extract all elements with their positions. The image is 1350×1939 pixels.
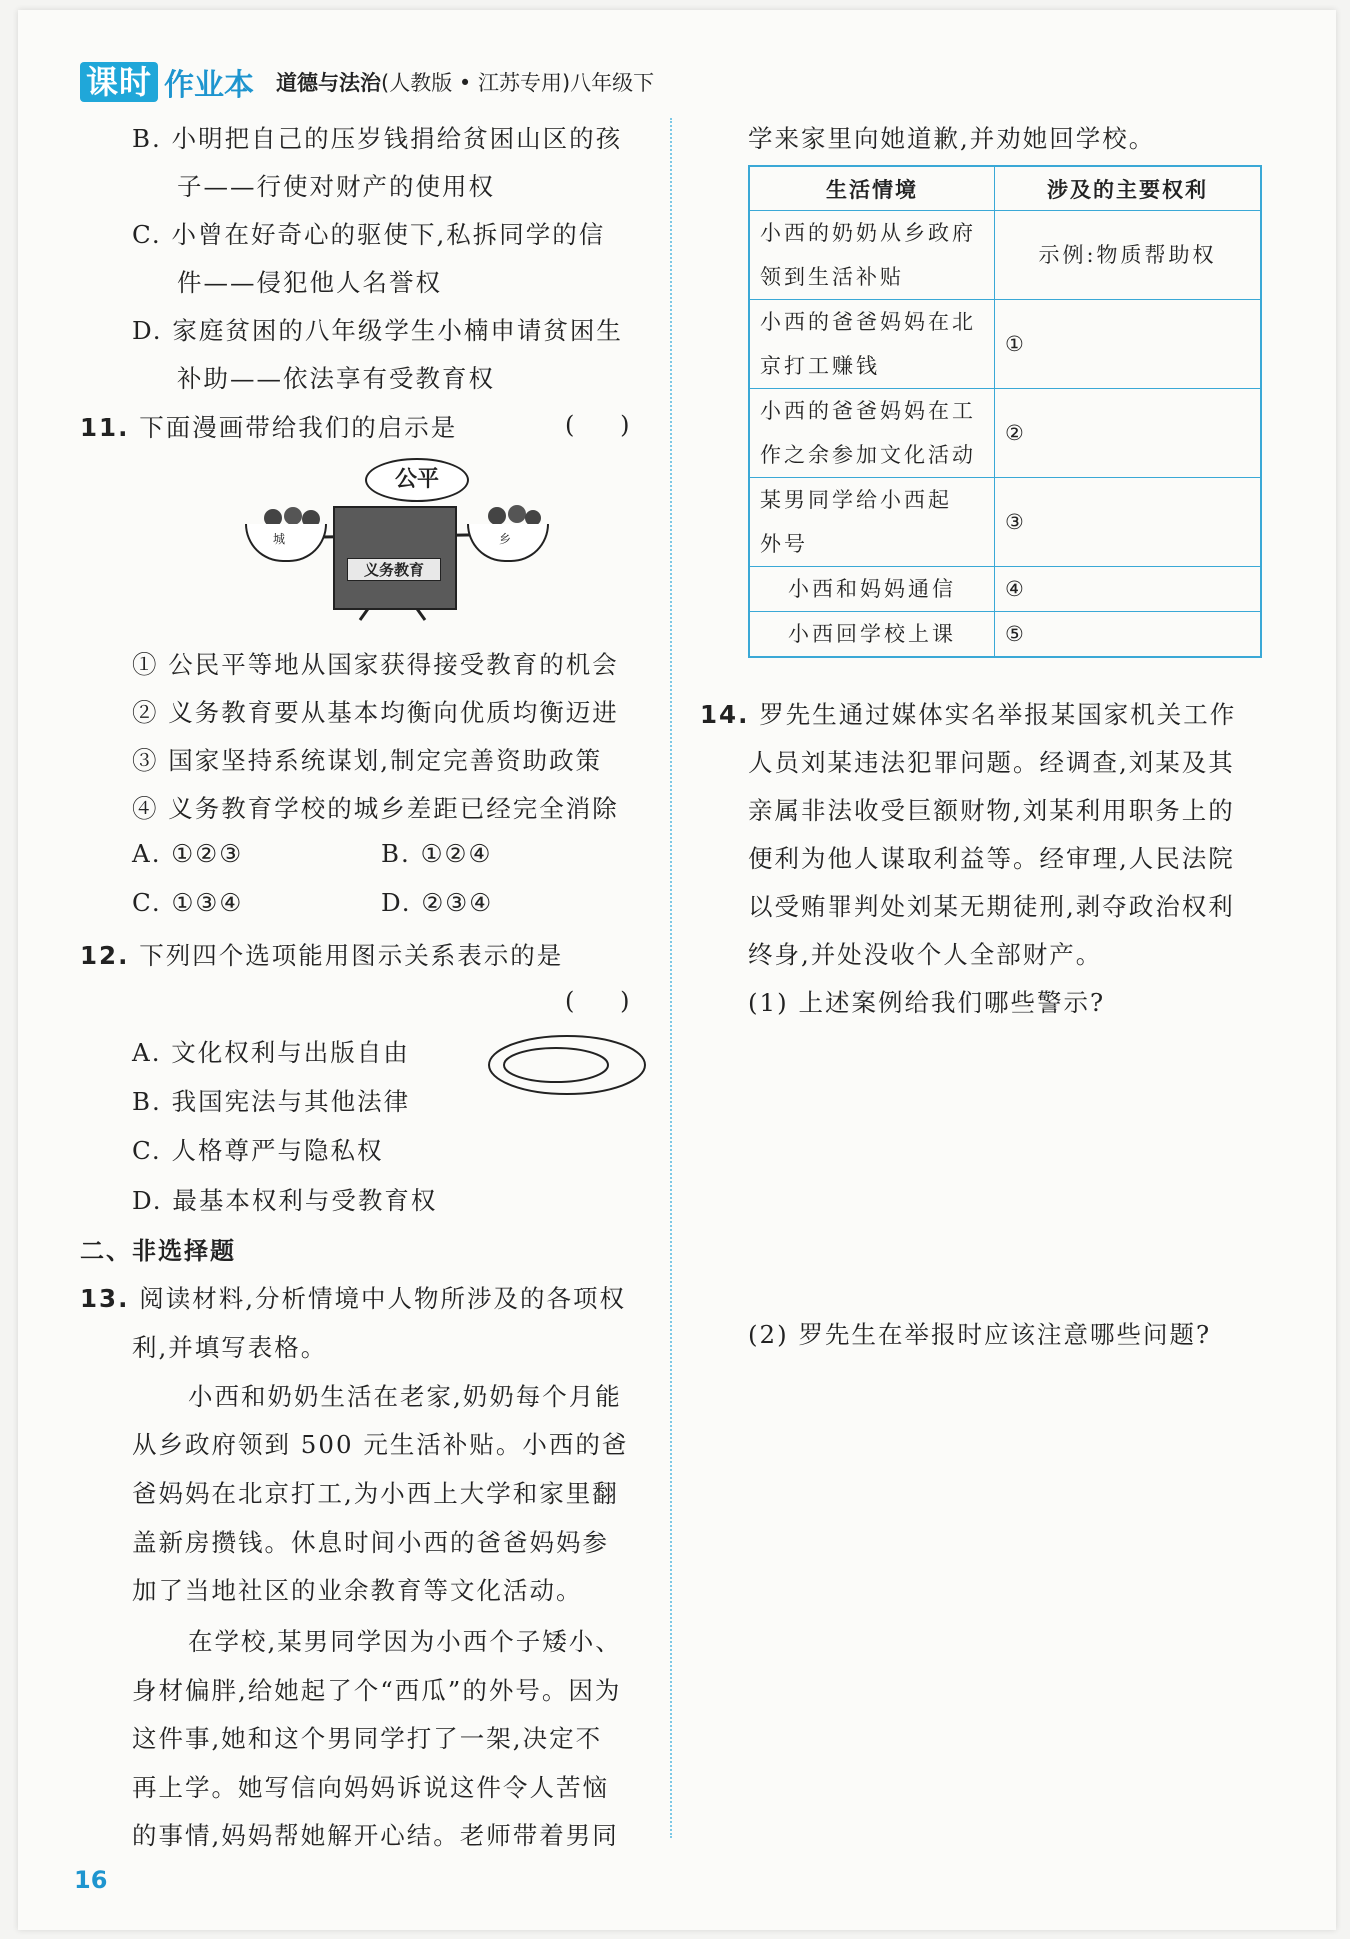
page-header: [80, 62, 654, 102]
situation-line: 领到生活补贴: [760, 265, 904, 289]
q12-stem: [80, 937, 563, 972]
table-row: [749, 211, 1261, 300]
q13-stem-line1: [80, 1280, 626, 1315]
situation-cell: 小西和妈妈通信: [749, 567, 995, 612]
logo-text: 作业本: [164, 68, 255, 103]
table-header-cell: 生活情境: [749, 166, 995, 211]
situation-line: 小西的爸爸妈妈在北: [760, 310, 976, 334]
q13-para-line: 再上学。她写信向妈妈诉说这件令人苦恼: [132, 1773, 609, 1802]
table-row: [749, 612, 1261, 658]
q11-number: 11.: [80, 413, 130, 442]
q11-option-d: D. ②③④: [381, 888, 494, 917]
q14-line1: [700, 696, 1236, 731]
q11-answer-paren: ( ): [565, 411, 630, 439]
q14-line: 亲属非法收受巨额财物,刘某利用职务上的: [748, 796, 1235, 825]
situation-line: 作之余参加文化活动: [760, 443, 976, 467]
q13-stem-line2: 利,并填写表格。: [132, 1333, 328, 1362]
q13-para-line: 小西和奶奶生活在老家,奶奶每个月能: [188, 1382, 622, 1411]
q14-subquestion-1: (1) 上述案例给我们哪些警示?: [748, 988, 1106, 1017]
q13-number: 13.: [80, 1284, 130, 1313]
table-header-cell: 涉及的主要权利: [995, 166, 1262, 211]
q10-option-c-line2: 件——侵犯他人名誉权: [177, 268, 442, 297]
table-row: [749, 300, 1261, 389]
situation-line: 京打工赚钱: [760, 354, 880, 378]
situation-cell: 小西回学校上课: [749, 612, 995, 658]
q13-para-line: 的事情,妈妈帮她解开心结。老师带着男同: [132, 1821, 619, 1850]
table-row: [749, 389, 1261, 478]
q13-para-line: 加了当地社区的业余教育等文化活动。: [132, 1576, 583, 1605]
situation-line: 外号: [760, 532, 808, 556]
q14-text: 罗先生通过媒体实名举报某国家机关工作: [759, 700, 1237, 729]
rights-table: [748, 165, 1262, 658]
cartoon-bubble: 公平: [365, 458, 469, 502]
q11-item-1: ① 公民平等地从国家获得接受教育的机会: [132, 650, 619, 679]
right-cell: 示例:物质帮助权: [995, 211, 1262, 300]
column-divider: [670, 118, 672, 1838]
q12-answer-paren: ( ): [565, 987, 630, 1015]
table-row: [749, 478, 1261, 567]
q10-option-b-line1: B. 小明把自己的压岁钱捐给贫困山区的孩: [132, 124, 623, 153]
q13-para-line: 这件事,她和这个男同学打了一架,决定不: [132, 1724, 603, 1753]
fairness-cartoon: [235, 458, 555, 623]
q11-item-3: ③ 国家坚持系统谋划,制定完善资助政策: [132, 746, 603, 775]
rural-tag: 乡: [499, 532, 512, 546]
q11-option-a: A. ①②③: [132, 839, 244, 868]
q13-para-line: 身材偏胖,给她起了个“西瓜”的外号。因为: [132, 1676, 622, 1705]
q11-option-c: C. ①③④: [132, 888, 244, 917]
answer-blank-1[interactable]: ①: [995, 300, 1262, 389]
q11-text: 下面漫画带给我们的启示是: [139, 413, 458, 442]
situation-cell: [749, 389, 995, 478]
situation-cell: [749, 478, 995, 567]
city-tag: 城: [273, 532, 286, 546]
q14-line: 人员刘某违法犯罪问题。经调查,刘某及其: [748, 748, 1235, 777]
situation-cell: [749, 300, 995, 389]
q12-option-b: B. 我国宪法与其他法律: [132, 1087, 411, 1116]
edition-label: (人教版 • 江苏专用)八年级下: [381, 71, 655, 95]
q11-option-b: B. ①②④: [381, 839, 493, 868]
subject-name: 道德与法治: [276, 71, 382, 95]
situation-cell: [749, 211, 995, 300]
q10-option-d-line1: D. 家庭贫困的八年级学生小楠申请贫困生: [132, 316, 623, 345]
q13-para-line: 在学校,某男同学因为小西个子矮小、: [188, 1627, 622, 1656]
table-header-row: [749, 166, 1261, 211]
q14-line: 便利为他人谋取利益等。经审理,人民法院: [748, 844, 1235, 873]
table-row: [749, 567, 1261, 612]
logo-badge: 课时: [80, 62, 158, 102]
q14-subquestion-2: (2) 罗先生在举报时应该注意哪些问题?: [748, 1320, 1212, 1349]
situation-line: 小西的奶奶从乡政府: [760, 221, 976, 245]
q10-option-b-line2: 子——行使对财产的使用权: [177, 172, 495, 201]
q13-para-line: 爸妈妈在北京打工,为小西上大学和家里翻: [132, 1479, 619, 1508]
answer-blank-5[interactable]: ⑤: [995, 612, 1262, 658]
q11-item-4: ④ 义务教育学校的城乡差距已经完全消除: [132, 794, 619, 823]
q12-text: 下列四个选项能用图示关系表示的是: [139, 941, 564, 970]
q13-para-line: 盖新房攒钱。休息时间小西的爸爸妈妈参: [132, 1528, 609, 1557]
page-number: 16: [74, 1866, 108, 1894]
situation-line: 某男同学给小西起: [760, 488, 952, 512]
subject-title: [276, 67, 654, 97]
q10-option-c-line1: C. 小曾在好奇心的驱使下,私拆同学的信: [132, 220, 606, 249]
q11-stem: [80, 409, 457, 444]
nested-ellipse-diagram: [486, 1033, 648, 1098]
q11-item-2: ② 义务教育要从基本均衡向优质均衡迈进: [132, 698, 619, 727]
answer-blank-4[interactable]: ④: [995, 567, 1262, 612]
situation-line: 小西的爸爸妈妈在工: [760, 399, 976, 423]
q14-line: 以受贿罪判处刘某无期徒刑,剥夺政治权利: [748, 892, 1235, 921]
q12-option-a: A. 文化权利与出版自由: [132, 1038, 410, 1067]
book-label: 义务教育: [347, 558, 441, 581]
q12-option-d: D. 最基本权利与受教育权: [132, 1186, 438, 1215]
q14-number: 14.: [700, 700, 750, 729]
q13-para-line: 学来家里向她道歉,并劝她回学校。: [748, 124, 1156, 153]
q13-para-line: 从乡政府领到 500 元生活补贴。小西的爸: [132, 1430, 629, 1459]
q12-option-c: C. 人格尊严与隐私权: [132, 1136, 384, 1165]
q10-option-d-line2: 补助——依法享有受教育权: [177, 364, 495, 393]
section-2-heading: 二、非选择题: [80, 1237, 236, 1265]
q14-line: 终身,并处没收个人全部财产。: [748, 940, 1103, 969]
answer-blank-3[interactable]: ③: [995, 478, 1262, 567]
answer-blank-2[interactable]: ②: [995, 389, 1262, 478]
q13-text: 阅读材料,分析情境中人物所涉及的各项权: [139, 1284, 626, 1313]
q12-number: 12.: [80, 941, 130, 970]
